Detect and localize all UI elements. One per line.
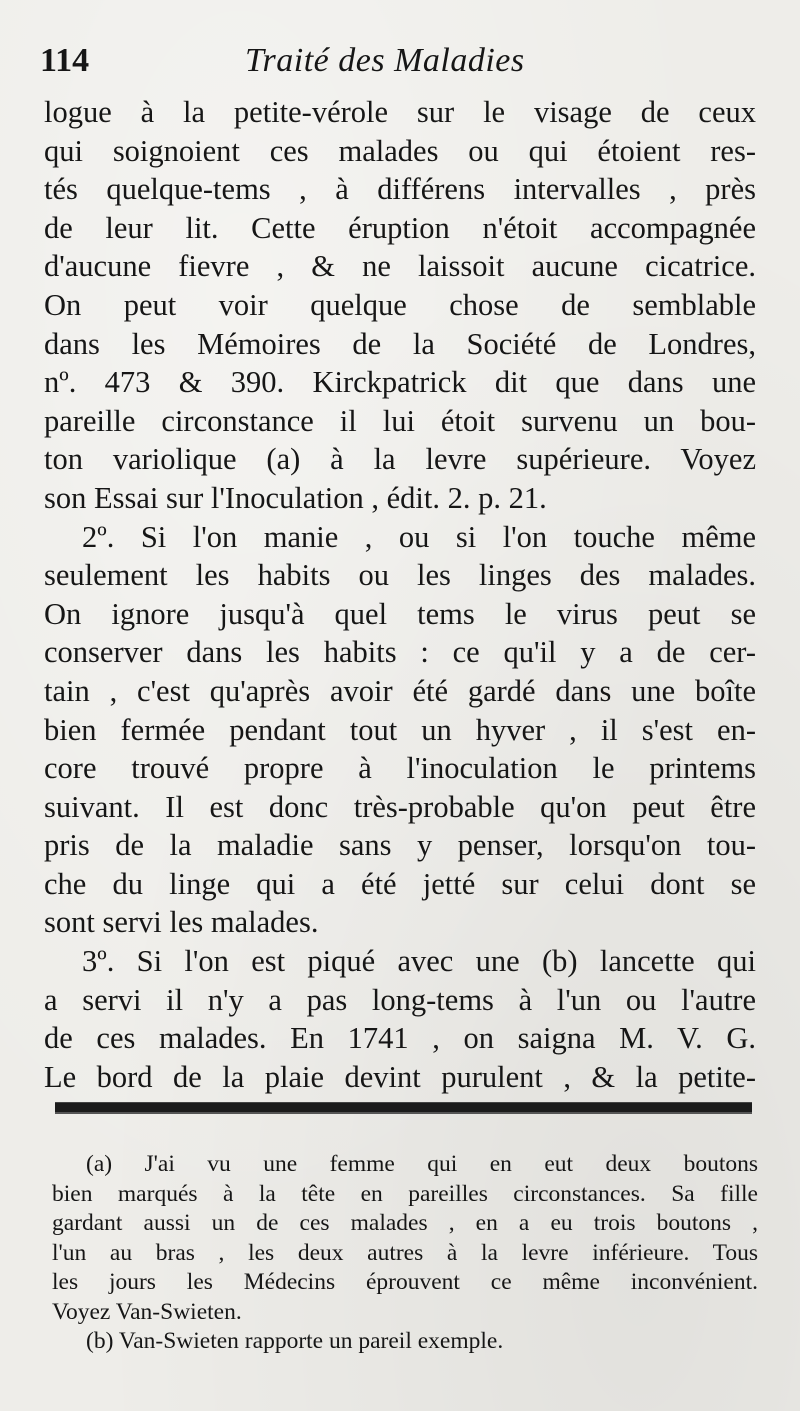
- footnote-line: l'un au bras , les deux autres à la levre inférieure. Tous: [52, 1239, 758, 1266]
- page-header: [40, 36, 760, 84]
- body-line: On ignore jusqu'à quel tems le virus peut se: [44, 596, 756, 631]
- body-line: On peut voir quelque chose de semblable: [44, 287, 756, 322]
- body-line: son Essai sur l'Inoculation , édit. 2. p. 21.: [44, 480, 547, 515]
- body-line: core trouvé propre à l'inoculation le printems: [44, 751, 756, 786]
- body-line: seulement les habits ou les linges des malades.: [44, 558, 756, 593]
- body-line: nº. 473 & 390. Kirckpatrick dit que dans une: [44, 365, 756, 400]
- body-line: de ces malades. En 1741 , on saigna M. V. G.: [44, 1021, 756, 1056]
- body-line: conserver dans les habits : ce qu'il y a de cer-: [44, 635, 756, 670]
- body-line: bien fermée pendant tout un hyver , il s'est en-: [44, 712, 756, 747]
- body-line: tain , c'est qu'après avoir été gardé dans une boîte: [44, 673, 756, 708]
- body-line: a servi il n'y a pas long-tems à l'un ou l'autre: [44, 982, 756, 1017]
- footnote-line: Voyez Van-Swieten.: [52, 1298, 242, 1325]
- body-line: tés quelque-tems , à différens intervalles , près: [44, 172, 756, 207]
- body-line: 3º. Si l'on est piqué avec une (b) lancette qui: [82, 944, 756, 979]
- body-line: sont servi les malades.: [44, 905, 319, 940]
- body-line: d'aucune fievre , & ne laissoit aucune cicatrice.: [44, 249, 756, 284]
- body-line: de leur lit. Cette éruption n'étoit accompagnée: [44, 210, 756, 245]
- body-line: 2º. Si l'on manie , ou si l'on touche même: [82, 519, 756, 554]
- body-line: Le bord de la plaie devint purulent , & la petite-: [44, 1059, 756, 1094]
- footnote-line: (b) Van-Swieten rapporte un pareil exemple.: [86, 1328, 504, 1354]
- body-line: ton variolique (a) à la levre supérieure. Voyez: [44, 442, 756, 477]
- footnote-line: bien marqués à la tête en pareilles circonstances. Sa fille: [52, 1180, 758, 1207]
- running-head: Traité des Maladies: [245, 42, 525, 79]
- footnotes: [52, 1150, 758, 1357]
- footnote-line: (a) J'ai vu une femme qui en eut deux boutons: [86, 1151, 758, 1177]
- footnote-line: gardant aussi un de ces malades , en a eu trois boutons ,: [52, 1210, 758, 1236]
- body-line: pris de la maladie sans y penser, lorsqu'on tou-: [44, 828, 756, 863]
- body-line: pareille circonstance il lui étoit survenu un bou-: [44, 403, 756, 438]
- footnote-line: les jours les Médecins éprouvent ce même inconvénient.: [52, 1269, 758, 1295]
- body-line: logue à la petite-vérole sur le visage de ceux: [44, 95, 756, 129]
- body-line: qui soignoient ces malades ou qui étoient res-: [44, 133, 756, 168]
- body-text: [44, 93, 756, 1096]
- page-number: 114: [40, 42, 90, 79]
- body-line: dans les Mémoires de la Société de Londres,: [44, 326, 756, 361]
- footnote-separator-rule: [55, 1102, 752, 1114]
- body-line: che du linge qui a été jetté sur celui dont se: [44, 866, 756, 901]
- body-line: suivant. Il est donc très-probable qu'on peut être: [44, 789, 756, 824]
